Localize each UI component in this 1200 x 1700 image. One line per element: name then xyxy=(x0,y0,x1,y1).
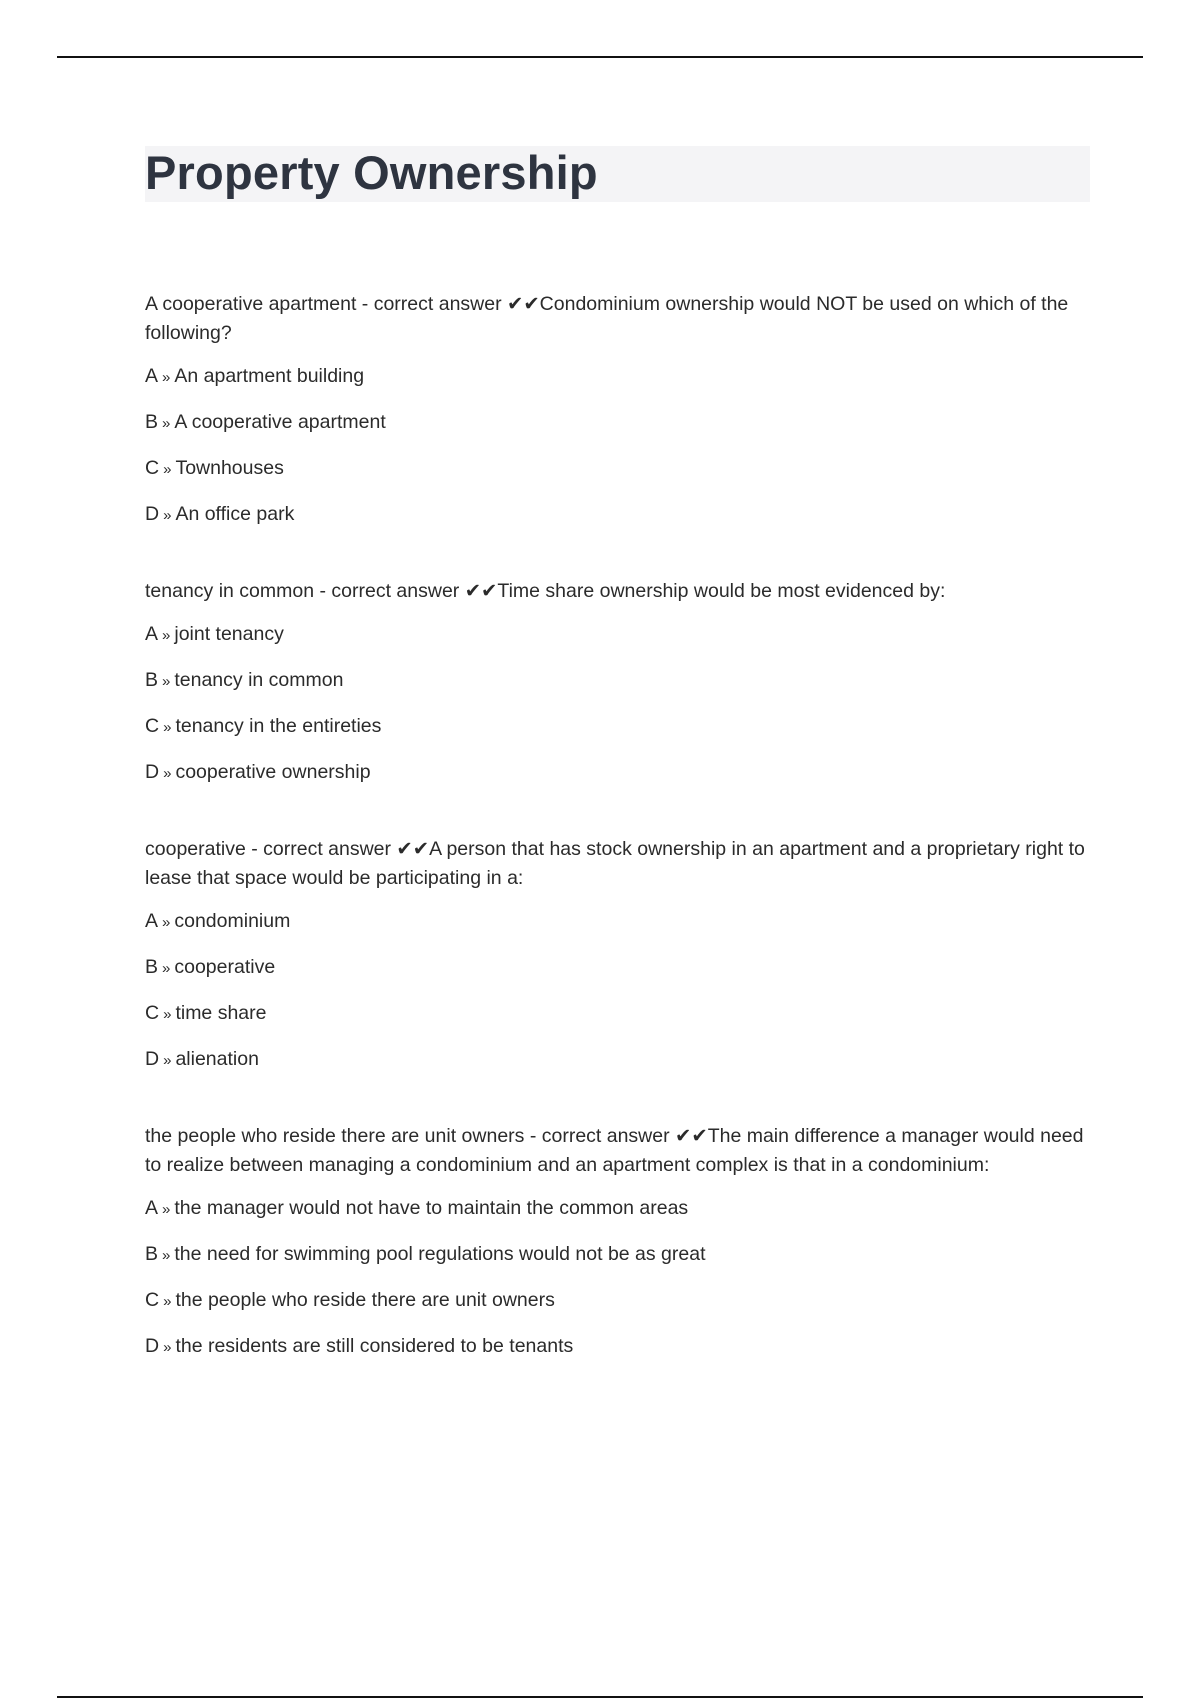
option-text: the manager would not have to maintain the common areas xyxy=(174,1197,689,1219)
question-block xyxy=(145,577,1090,788)
option-letter: A xyxy=(145,910,159,932)
answer-option xyxy=(145,953,1090,983)
option-letter: C xyxy=(145,1289,160,1311)
bottom-rule xyxy=(57,1696,1143,1698)
option-separator: » xyxy=(162,627,171,644)
question-text: tenancy in common - correct answer ✔✔Time share ownership would be most evidenced by: xyxy=(145,580,946,602)
option-text: An office park xyxy=(175,503,295,525)
option-separator: » xyxy=(163,765,172,782)
answer-option xyxy=(145,758,1090,788)
answer-option xyxy=(145,1194,1090,1224)
option-letter: B xyxy=(145,411,159,433)
option-separator: » xyxy=(163,1052,172,1069)
answer-option xyxy=(145,666,1090,696)
option-text: cooperative ownership xyxy=(175,761,371,783)
answer-option xyxy=(145,454,1090,484)
option-separator: » xyxy=(163,719,172,736)
option-separator: » xyxy=(163,1293,172,1310)
option-letter: B xyxy=(145,1243,159,1265)
answer-option xyxy=(145,1240,1090,1270)
option-separator: » xyxy=(162,369,171,386)
option-separator: » xyxy=(163,1006,172,1023)
page-title: Property Ownership xyxy=(145,146,598,199)
option-text: alienation xyxy=(175,1048,259,1070)
question-text: the people who reside there are unit owners - correct answer ✔✔The main difference a manager would need to realize between managing a condominium and an apartment complex is that in a condominium: xyxy=(145,1125,1084,1176)
answer-option xyxy=(145,1286,1090,1316)
question-text: A cooperative apartment - correct answer ✔✔Condominium ownership would NOT be used on which of the following? xyxy=(145,293,1069,344)
answer-option xyxy=(145,712,1090,742)
option-separator: » xyxy=(162,673,171,690)
answer-option xyxy=(145,1332,1090,1362)
questions-list xyxy=(145,290,1090,1409)
option-text: the need for swimming pool regulations would not be as great xyxy=(174,1243,706,1265)
option-text: the people who reside there are unit owners xyxy=(175,1289,555,1311)
option-letter: C xyxy=(145,715,160,737)
answer-option xyxy=(145,362,1090,392)
option-letter: D xyxy=(145,1335,160,1357)
top-rule xyxy=(57,56,1143,58)
option-text: A cooperative apartment xyxy=(174,411,386,433)
option-separator: » xyxy=(162,914,171,931)
option-text: condominium xyxy=(174,910,291,932)
option-separator: » xyxy=(163,461,172,478)
option-text: joint tenancy xyxy=(174,623,284,645)
answer-option xyxy=(145,999,1090,1029)
option-letter: B xyxy=(145,956,159,978)
option-separator: » xyxy=(162,1247,171,1264)
option-text: time share xyxy=(175,1002,267,1024)
answer-option xyxy=(145,408,1090,438)
answer-option xyxy=(145,907,1090,937)
question-text: cooperative - correct answer ✔✔A person that has stock ownership in an apartment and a proprietary right to lease that space would be participating in a: xyxy=(145,838,1085,889)
question-block xyxy=(145,290,1090,530)
option-letter: A xyxy=(145,1197,159,1219)
answer-option xyxy=(145,1045,1090,1075)
option-separator: » xyxy=(163,1339,172,1356)
option-separator: » xyxy=(163,507,172,524)
answer-option xyxy=(145,500,1090,530)
option-text: tenancy in the entireties xyxy=(175,715,382,737)
option-text: Townhouses xyxy=(175,457,284,479)
option-letter: B xyxy=(145,669,159,691)
option-letter: D xyxy=(145,503,160,525)
option-text: An apartment building xyxy=(174,365,365,387)
option-letter: C xyxy=(145,1002,160,1024)
question-block xyxy=(145,1122,1090,1362)
option-text: cooperative xyxy=(174,956,276,978)
option-separator: » xyxy=(162,1201,171,1218)
option-letter: D xyxy=(145,1048,160,1070)
option-text: tenancy in common xyxy=(174,669,344,691)
option-text: the residents are still considered to be tenants xyxy=(175,1335,574,1357)
option-letter: A xyxy=(145,623,159,645)
option-letter: C xyxy=(145,457,160,479)
option-separator: » xyxy=(162,960,171,977)
option-letter: A xyxy=(145,365,159,387)
option-letter: D xyxy=(145,761,160,783)
option-separator: » xyxy=(162,415,171,432)
answer-option xyxy=(145,620,1090,650)
question-block xyxy=(145,835,1090,1075)
